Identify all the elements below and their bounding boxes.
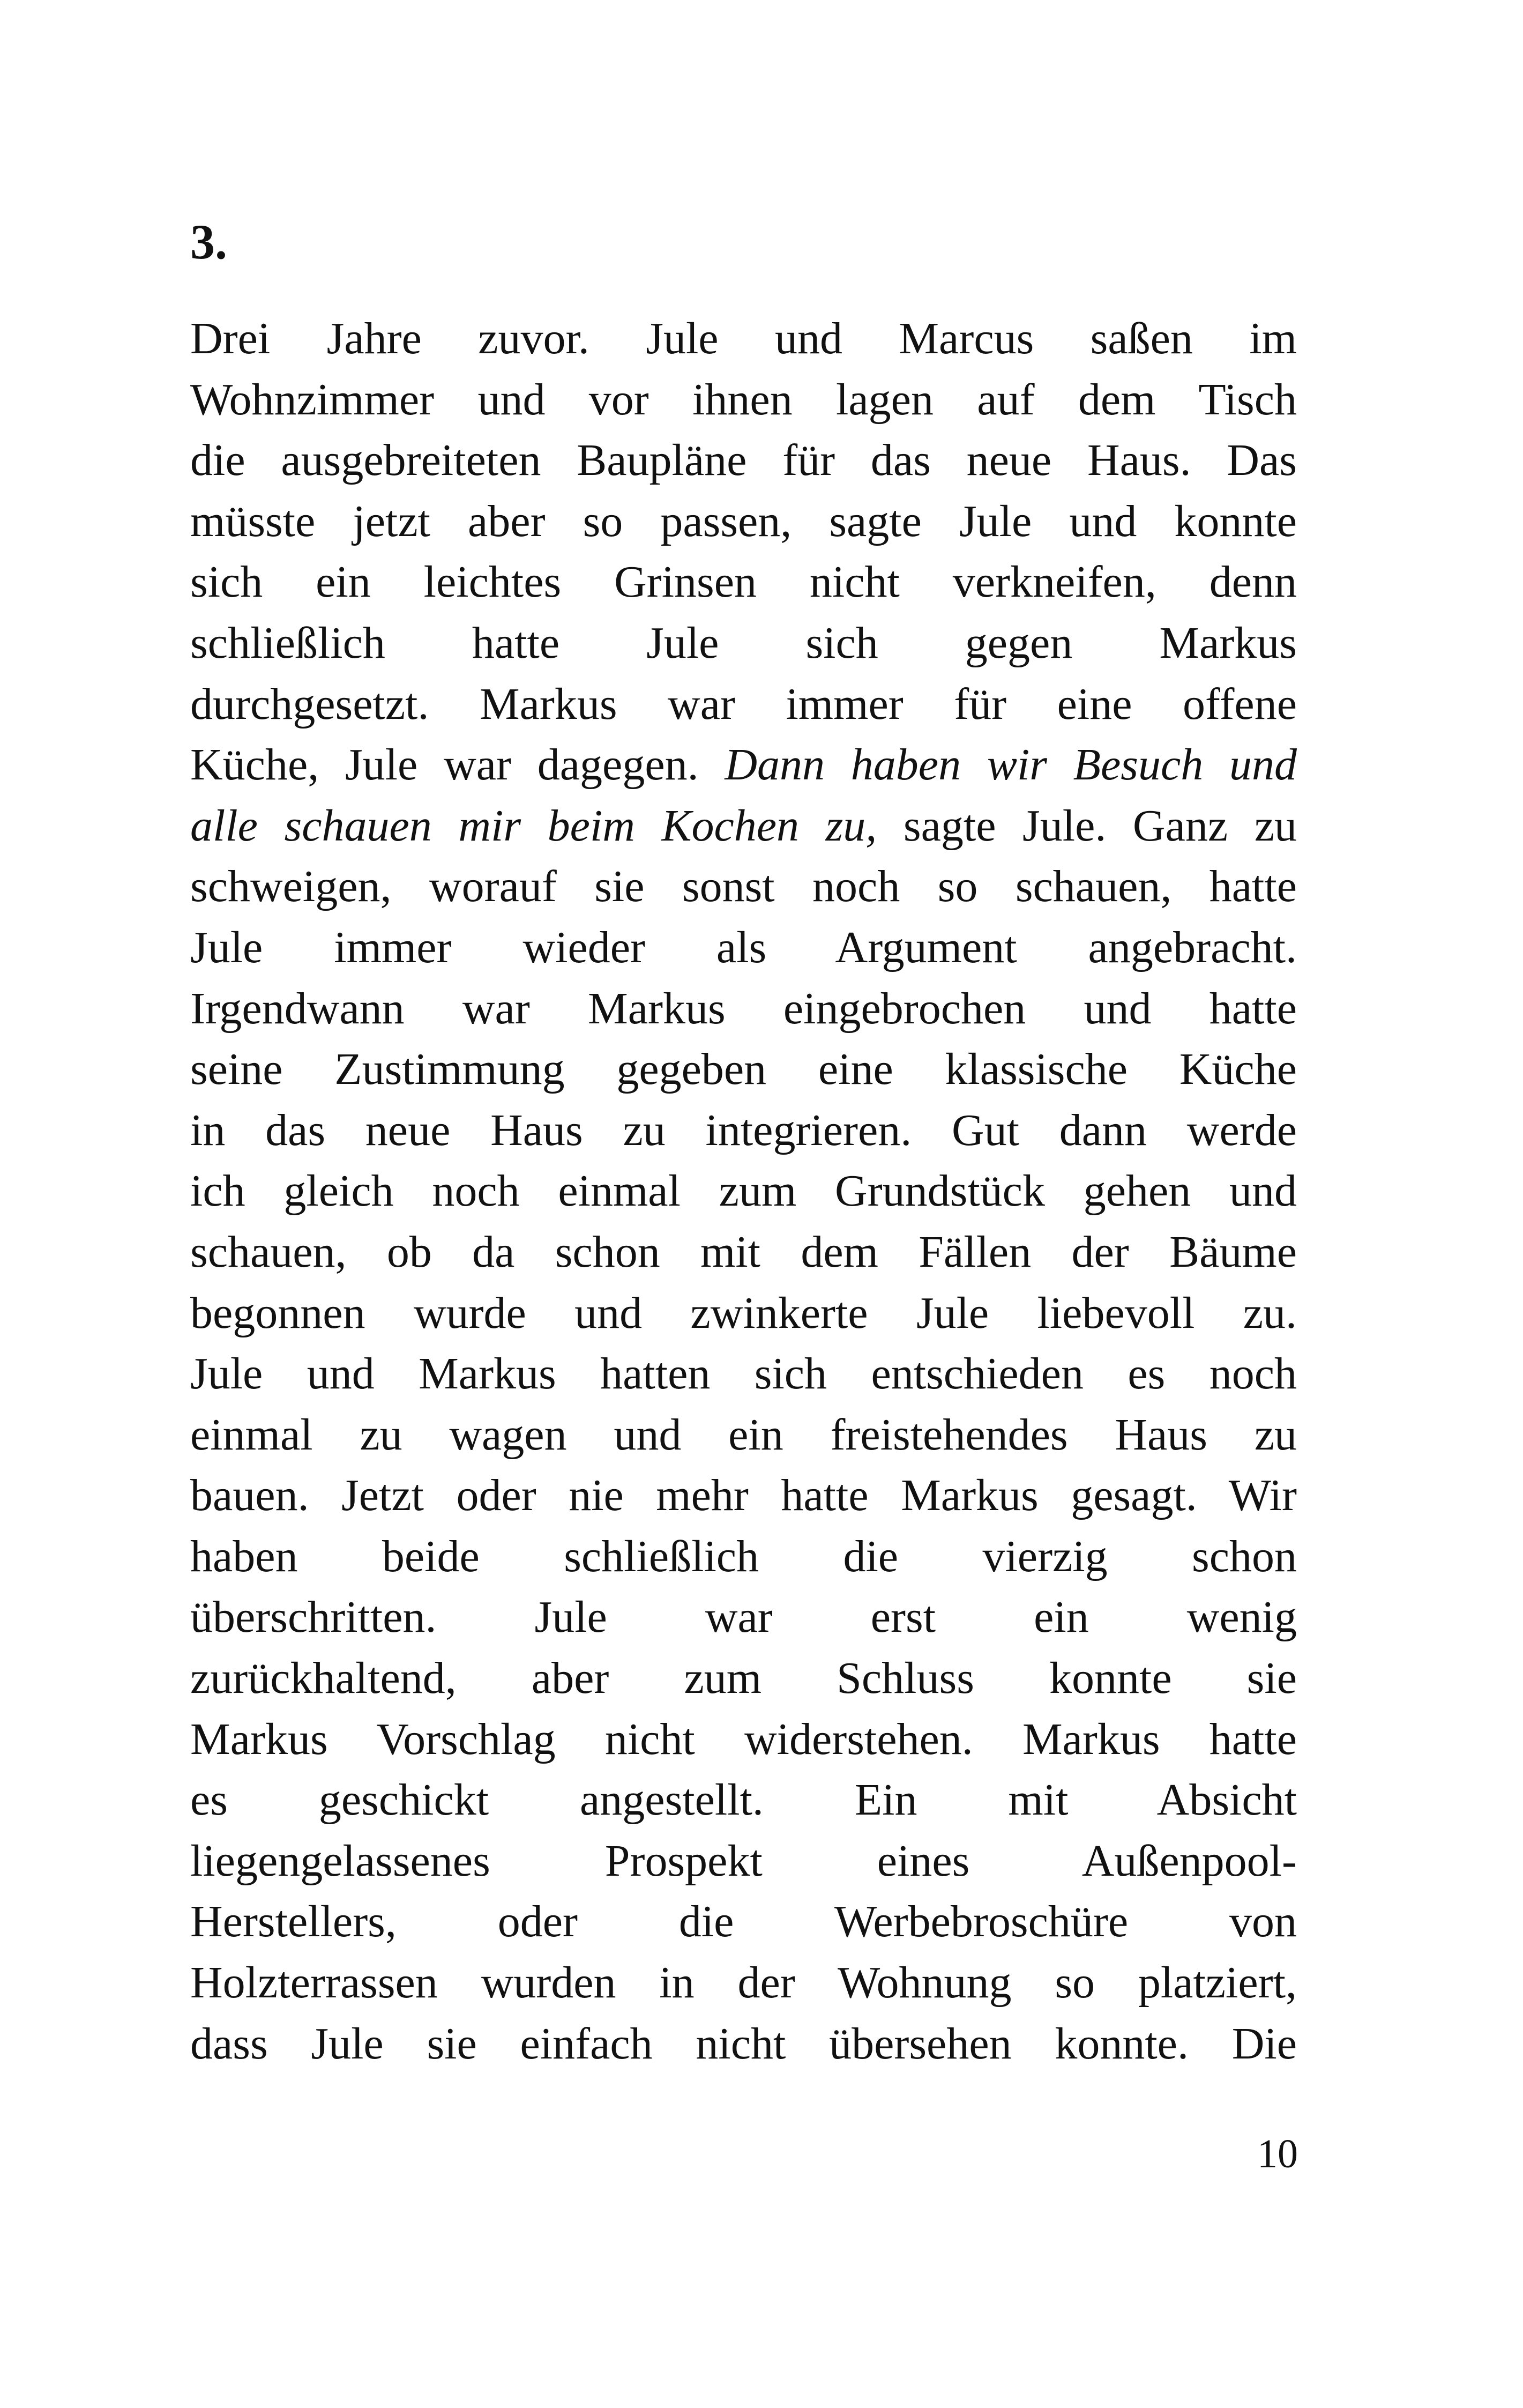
- text-line: zurückhaltend, aber zum Schluss konnte sie: [190, 1653, 1297, 1704]
- text-line: dass Jule sie einfach nicht übersehen konnte. Die: [190, 2018, 1297, 2069]
- text-line: Herstellers, oder die Werbebroschüre von: [190, 1897, 1297, 1947]
- text-line-mixed: [190, 734, 1297, 796]
- text-line: müsste jetzt aber so passen, sagte Jule und konnte: [190, 496, 1297, 546]
- text-line: in das neue Haus zu integrieren. Gut dann werde: [190, 1105, 1297, 1155]
- text-line: durchgesetzt. Markus war immer für eine offene: [190, 679, 1297, 729]
- text-line: überschritten. Jule war erst ein wenig: [190, 1592, 1297, 1643]
- text-line: einmal zu wagen und ein freistehendes Haus zu: [190, 1409, 1297, 1460]
- text-line: es geschickt angestellt. Ein mit Absicht: [190, 1775, 1297, 1825]
- text-line: Holzterrassen wurden in der Wohnung so platziert,: [190, 1958, 1297, 2008]
- text-line: sich ein leichtes Grinsen nicht verkneifen, denn: [190, 557, 1297, 607]
- text-line: Drei Jahre zuvor. Jule und Marcus saßen im: [190, 314, 1297, 363]
- text-line: Wohnzimmer und vor ihnen lagen auf dem Tisch: [190, 374, 1297, 425]
- page-number: 10: [1257, 2131, 1298, 2176]
- text-line: seine Zustimmung gegeben eine klassische Küche: [190, 1044, 1297, 1095]
- chapter-number: 3.: [190, 214, 227, 269]
- text-line: liegengelassenes Prospekt eines Außenpool-: [190, 1835, 1297, 1886]
- text-line: Jule und Markus hatten sich entschieden es noch: [190, 1349, 1297, 1399]
- text-line: schweigen, worauf sie sonst noch so schauen, hatte: [190, 861, 1297, 912]
- body-text: [190, 308, 1297, 2074]
- italic-quote: alle schauen mir beim Kochen zu,: [190, 800, 877, 851]
- text-line: ich gleich noch einmal zum Grundstück gehen und: [190, 1166, 1297, 1216]
- text-segment: Küche, Jule war dagegen.: [190, 740, 725, 790]
- text-line: bauen. Jetzt oder nie mehr hatte Markus gesagt. Wir: [190, 1470, 1297, 1521]
- text-line-mixed: [190, 796, 1297, 857]
- text-segment: sagte Jule. Ganz zu: [877, 800, 1297, 851]
- text-line: haben beide schließlich die vierzig schon: [190, 1531, 1297, 1581]
- text-line: schauen, ob da schon mit dem Fällen der Bäume: [190, 1227, 1297, 1277]
- italic-quote: Dann haben wir Besuch und: [725, 740, 1297, 790]
- text-line: schließlich hatte Jule sich gegen Markus: [190, 618, 1297, 668]
- text-line: die ausgebreiteten Baupläne für das neue Haus. Das: [190, 435, 1297, 486]
- text-line: Jule immer wieder als Argument angebracht.: [190, 922, 1297, 972]
- text-line: Irgendwann war Markus eingebrochen und hatte: [190, 983, 1297, 1034]
- text-line: begonnen wurde und zwinkerte Jule liebevoll zu.: [190, 1288, 1297, 1338]
- text-line: Markus Vorschlag nicht widerstehen. Markus hatte: [190, 1714, 1297, 1764]
